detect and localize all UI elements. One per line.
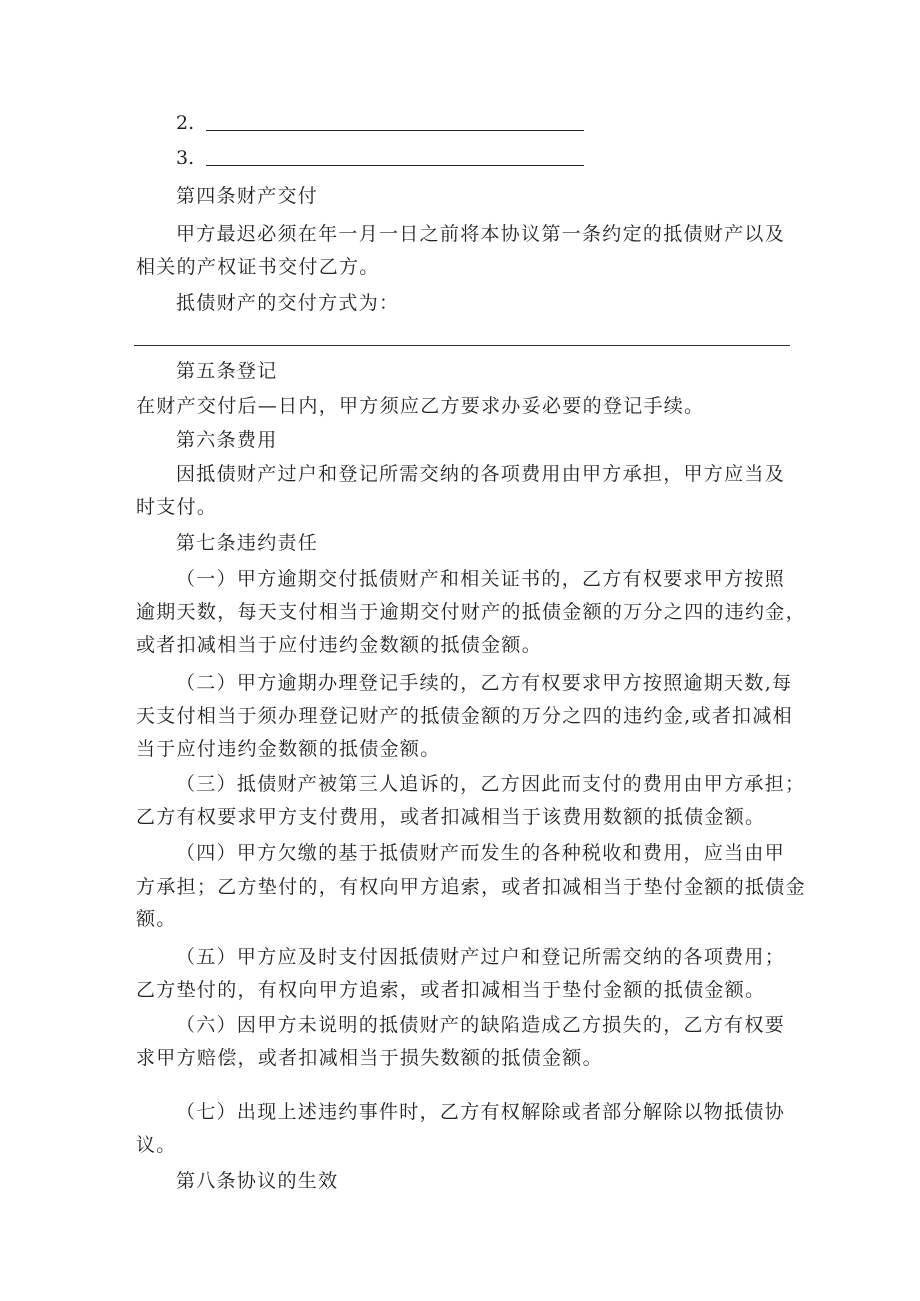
paragraph-line: 方承担；乙方垫付的，有权向甲方追索，或者扣减相当于垫付金额的抵债金 — [136, 876, 806, 898]
paragraph-line: 或者扣减相当于应付违约金数额的抵债金额。 — [136, 634, 543, 656]
paragraph-line: 天支付相当于须办理登记财产的抵债金额的万分之四的违约金,或者扣减相 — [136, 705, 793, 727]
blank-item-number: 2. — [176, 112, 195, 134]
paragraph-line: 时支付。 — [136, 496, 218, 518]
section-heading: 第四条财产交付 — [176, 185, 319, 207]
blank-underline — [206, 130, 584, 131]
paragraph-line: （三）抵债财产被第三人追诉的，乙方因此而支付的费用由甲方承担； — [176, 773, 806, 795]
section-heading: 第八条协议的生效 — [176, 1170, 339, 1192]
paragraph-line: 抵债财产的交付方式为： — [176, 292, 400, 314]
paragraph-line: 甲方最迟必须在年一月一日之前将本协议第一条约定的抵债财产以及 — [176, 223, 786, 245]
section-heading: 第七条违约责任 — [176, 532, 319, 554]
paragraph-line: 因抵债财产过户和登记所需交纳的各项费用由甲方承担，甲方应当及 — [176, 463, 786, 485]
blank-item-number: 3. — [176, 147, 195, 169]
paragraph-line: 相关的产权证书交付乙方。 — [136, 256, 380, 278]
section-heading: 第六条费用 — [176, 429, 278, 451]
section-heading: 第五条登记 — [176, 360, 278, 382]
paragraph-line: 逾期天数，每天支付相当于逾期交付财产的抵债金额的万分之四的违约金， — [136, 601, 806, 623]
paragraph-line: （五）甲方应及时支付因抵债财产过户和登记所需交纳的各项费用； — [176, 946, 786, 968]
paragraph-line: 求甲方赔偿，或者扣减相当于损失数额的抵债金额。 — [136, 1047, 603, 1069]
blank-underline — [206, 165, 584, 166]
paragraph-line: （二）甲方逾期办理登记手续的，乙方有权要求甲方按照逾期天数,每 — [176, 672, 793, 694]
paragraph-line: 在财产交付后—日内，甲方须应乙方要求办妥必要的登记手续。 — [136, 395, 705, 417]
paragraph-line: 当于应付违约金数额的抵债金额。 — [136, 738, 441, 760]
paragraph-line: （六）因甲方未说明的抵债财产的缺陷造成乙方损失的，乙方有权要 — [176, 1014, 786, 1036]
paragraph-line: 额。 — [136, 908, 177, 930]
paragraph-line: 乙方垫付的，有权向甲方追索，或者扣减相当于垫付金额的抵债金额。 — [136, 979, 766, 1001]
paragraph-line: 议。 — [136, 1134, 177, 1156]
paragraph-line: 乙方有权要求甲方支付费用，或者扣减相当于该费用数额的抵债金额。 — [136, 806, 766, 828]
paragraph-line: （七）出现上述违约事件时，乙方有权解除或者部分解除以物抵债协 — [176, 1101, 786, 1123]
paragraph-line: （一）甲方逾期交付抵债财产和相关证书的，乙方有权要求甲方按照 — [176, 568, 786, 590]
fill-in-line — [134, 345, 790, 346]
paragraph-line: （四）甲方欠缴的基于抵债财产而发生的各种税收和费用，应当由甲 — [176, 842, 786, 864]
